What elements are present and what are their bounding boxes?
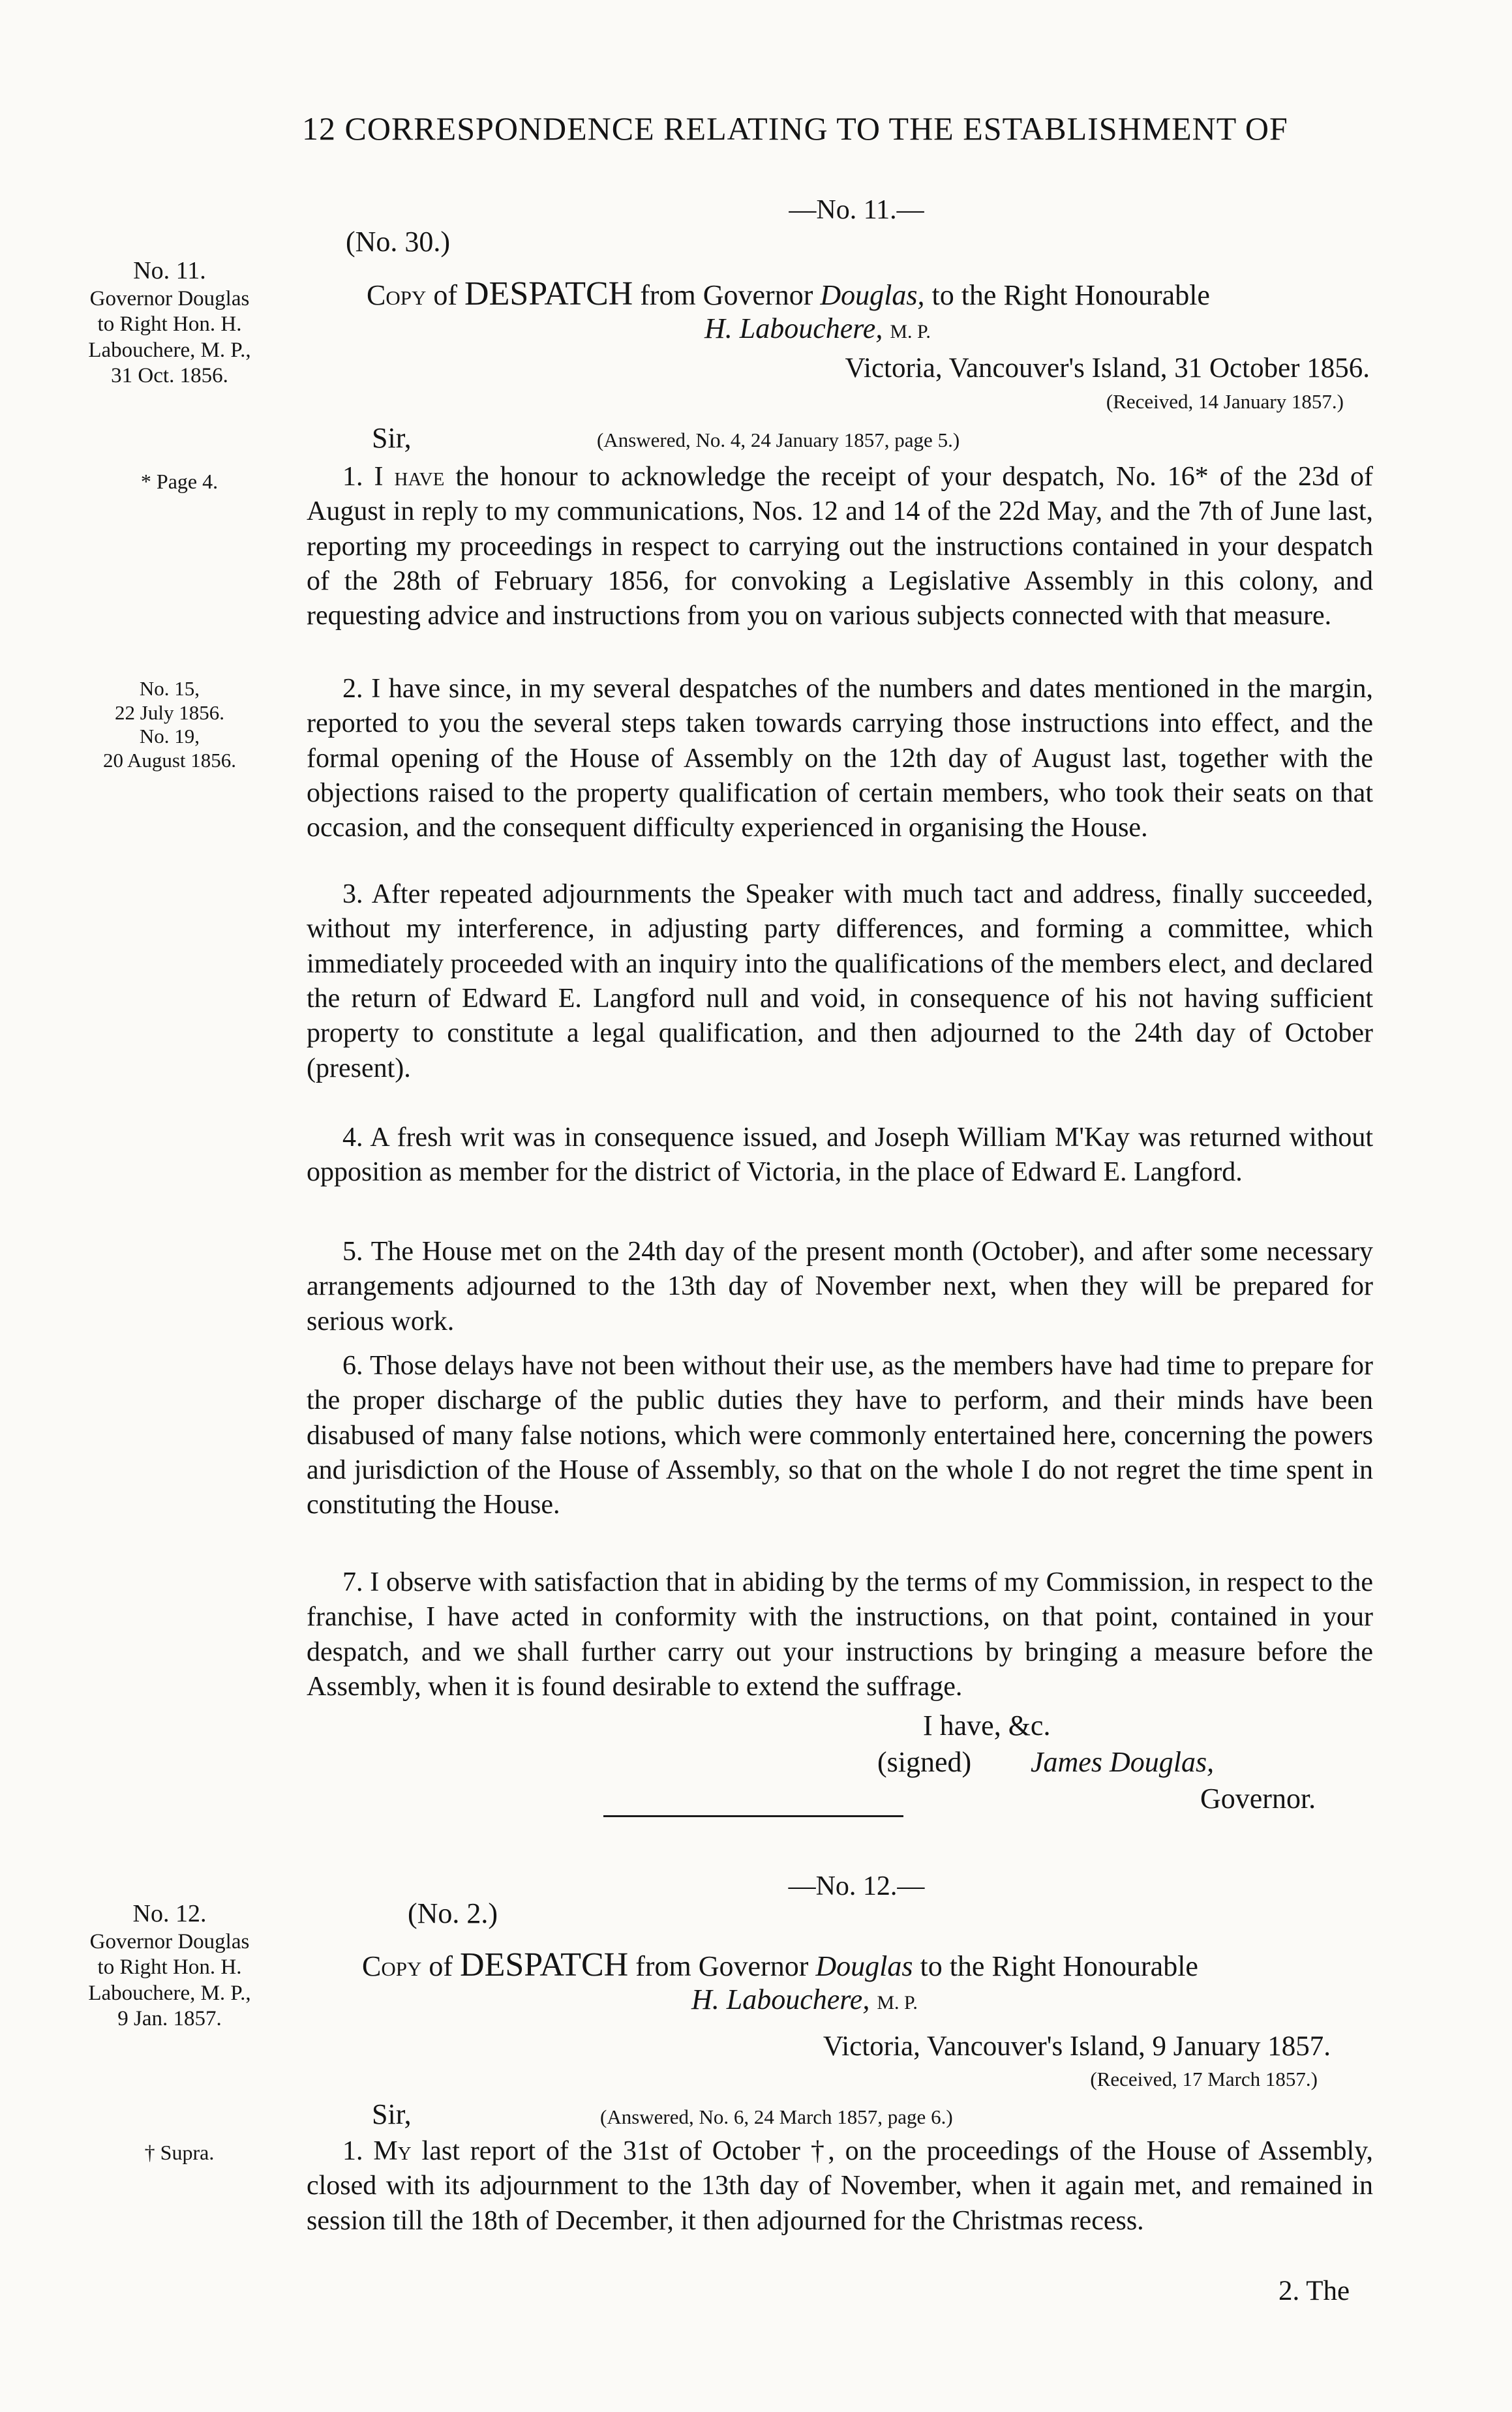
received-12: (Received, 17 March 1857.): [1090, 2068, 1318, 2090]
recipient-line-12: [691, 1982, 918, 2017]
margin-ref-page-4: * Page 4.: [140, 470, 219, 493]
sender-name: Douglas,: [820, 279, 925, 311]
margin-note-no-11: [39, 256, 300, 389]
margin-note-line: to Right Hon. H.: [97, 1955, 242, 1980]
dateline-12: Victoria, Vancouver's Island, 9 January 1857.: [823, 2031, 1331, 2062]
paragraph-text: I observe with satisfaction that in abiding by the terms of my Commission, in respect to the franchise, I have acted in conformity with the instructions, on that point, contained in your despatch, and we shall further carry out your instructions by bringing a measure before the Assembly, when it is found desirable to extend the suffrage.: [307, 1567, 1374, 1702]
signature-title: Governor.: [1200, 1783, 1316, 1815]
despatch-number-2: (No. 2.): [408, 1897, 498, 1929]
margin-ref-line: No. 15,: [139, 677, 200, 700]
section-heading-no-11: —No. 11.—: [789, 195, 924, 225]
margin-note-line: 9 Jan. 1857.: [117, 2007, 222, 2031]
of-word: of: [429, 1950, 453, 1982]
dateline-11: Victoria, Vancouver's Island, 31 October 1856.: [845, 353, 1370, 384]
signature-name-text: James Douglas,: [1031, 1746, 1215, 1778]
paragraph-7: [307, 1565, 1373, 1704]
running-head-title: CORRESPONDENCE RELATING TO THE ESTABLISHMENT OF: [344, 110, 1288, 147]
paragraph-2: [307, 672, 1373, 846]
from-text: from Governor: [635, 1950, 809, 1982]
recipient-line-11: [704, 310, 931, 346]
despatch-number-30: (No. 30.): [346, 226, 451, 258]
margin-note-line: No. 11.: [133, 257, 206, 284]
margin-ref-supra: † Supra.: [144, 2141, 215, 2164]
paragraph-number: 2.: [342, 674, 363, 704]
despatch-title-12: [362, 1944, 1198, 1986]
paragraph-number: 1.: [342, 2136, 363, 2166]
closing-signed: (signed): [877, 1746, 972, 1778]
margin-note-line: Labouchere, M. P.,: [88, 1981, 251, 2005]
margin-note-line: Governor Douglas: [89, 286, 250, 310]
page-number: 12: [302, 110, 336, 147]
recipient-name: H. Labouchere,: [704, 312, 883, 344]
recipient-name: H. Labouchere,: [691, 1983, 870, 2015]
section-heading-no-12: —No. 12.—: [788, 1871, 925, 1901]
paragraph-text: Those delays have not been without their use, as the members have had time to prepare for the proper discharge of the public duties they have to perform, and their minds have been disabused of many false notions, which were commonly entertained here, concerning the powers and jurisdiction of the House of Assembly, so that on the whole I do not regret the time spent in constituting the House.: [307, 1351, 1373, 1520]
copy-word: Copy: [362, 1950, 422, 1982]
running-head: [302, 110, 1372, 147]
closing-formula: I have, &c.: [923, 1710, 1051, 1741]
margin-note-line: 31 Oct. 1856.: [111, 364, 228, 388]
paragraph-number: 3.: [342, 879, 363, 909]
margin-despatch-refs: [39, 677, 300, 772]
paragraph-text: The House met on the 24th day of the present month (October), and after some necessary arrangements adjourned to the 13th day of November next, when they will be prepared for serious work.: [307, 1237, 1374, 1336]
copy-word: Copy: [367, 279, 427, 311]
paragraph-text: last report of the 31st of October †, on the proceedings of the House of Assembly, closed with its adjournment to the 13th day of November, when it again met, and remained in session till the 18th of December, it then adjourned for the Christmas recess.: [307, 2136, 1373, 2236]
paragraph-number: 4.: [342, 1123, 363, 1153]
paragraph-text: After repeated adjournments the Speaker with much tact and address, finally succeeded, without my interference, in adjusting party differences, and forming a committee, which immediately proceeded with an inquiry into the qualifications of the members elect, and declared the return of Edward E. Langford null and void, in consequence of his not having sufficient property to constitute a legal qualification, and then adjourned to the 24th day of October (present).: [307, 879, 1373, 1083]
paragraph-4: [307, 1121, 1373, 1190]
paragraph-lead: I have: [374, 462, 445, 492]
signature-name: [1031, 1745, 1214, 1779]
to-text: to the Right Honourable: [920, 1950, 1198, 1982]
margin-note-line: Governor Douglas: [89, 1929, 250, 1953]
margin-note-no-12: [39, 1899, 300, 2032]
paragraph-12-1: [307, 2134, 1373, 2239]
margin-note-line: No. 12.: [132, 1900, 207, 1927]
margin-ref-line: 22 July 1856.: [115, 701, 224, 724]
margin-ref-line: No. 19,: [139, 725, 200, 748]
despatch-title-11: [367, 273, 1210, 315]
answered-12: (Answered, No. 6, 24 March 1857, page 6.): [600, 2105, 953, 2128]
from-text: from Governor: [640, 279, 813, 311]
section-divider: [603, 1815, 903, 1817]
margin-ref-line: 20 August 1856.: [102, 748, 237, 772]
paragraph-text: the honour to acknowledge the receipt of your despatch, No. 16* of the 23d of August in reply to my communications, Nos. 12 and 14 of the 22d May, and the 7th of June last, reporting my proceedings in respect to carrying out the instructions contained in your despatch of the 28th of February 1856, for convoking a Legislative Assembly in this colony, and requesting advice and instructions from you on various subjects connected with that measure.: [307, 462, 1374, 631]
recipient-suffix: M. P.: [877, 1992, 918, 2013]
paragraph-lead: My: [373, 2136, 412, 2166]
recipient-suffix: M. P.: [890, 321, 931, 342]
despatch-word: DESPATCH: [464, 275, 633, 312]
paragraph-text: A fresh writ was in consequence issued, and Joseph William M'Kay was returned without opposition as member for the district of Victoria, in the place of Edward E. Langford.: [307, 1123, 1374, 1188]
paragraph-number: 1.: [342, 462, 363, 492]
paragraph-1: [307, 460, 1373, 634]
paragraph-text: I have since, in my several despatches of the numbers and dates mentioned in the margin, reported to you the several steps taken towards carrying those instructions into effect, and the formal opening of the House of Assembly on the 12th day of August last, together with the objections raised to the property qualification of certain members, who took their seats on that occasion, and the consequent difficulty experienced in organising the House.: [307, 674, 1374, 843]
paragraph-number: 6.: [342, 1351, 363, 1381]
to-text: to the Right Honourable: [931, 279, 1210, 311]
received-11: (Received, 14 January 1857.): [1106, 390, 1344, 413]
catchword: 2. The: [1278, 2276, 1350, 2306]
of-word: of: [433, 279, 458, 311]
salutation-12: Sir,: [372, 2098, 412, 2130]
sender-name: Douglas: [815, 1950, 913, 1982]
paragraph-number: 7.: [342, 1567, 363, 1597]
margin-note-line: Labouchere, M. P.,: [88, 338, 251, 362]
paragraph-5: [307, 1235, 1373, 1339]
paragraph-number: 5.: [342, 1237, 363, 1267]
answered-11: (Answered, No. 4, 24 January 1857, page 5.): [597, 429, 960, 451]
despatch-word: DESPATCH: [460, 1946, 629, 1983]
paragraph-3: [307, 877, 1373, 1086]
margin-note-line: to Right Hon. H.: [97, 312, 242, 337]
paragraph-6: [307, 1349, 1373, 1523]
salutation-11: Sir,: [372, 422, 412, 454]
